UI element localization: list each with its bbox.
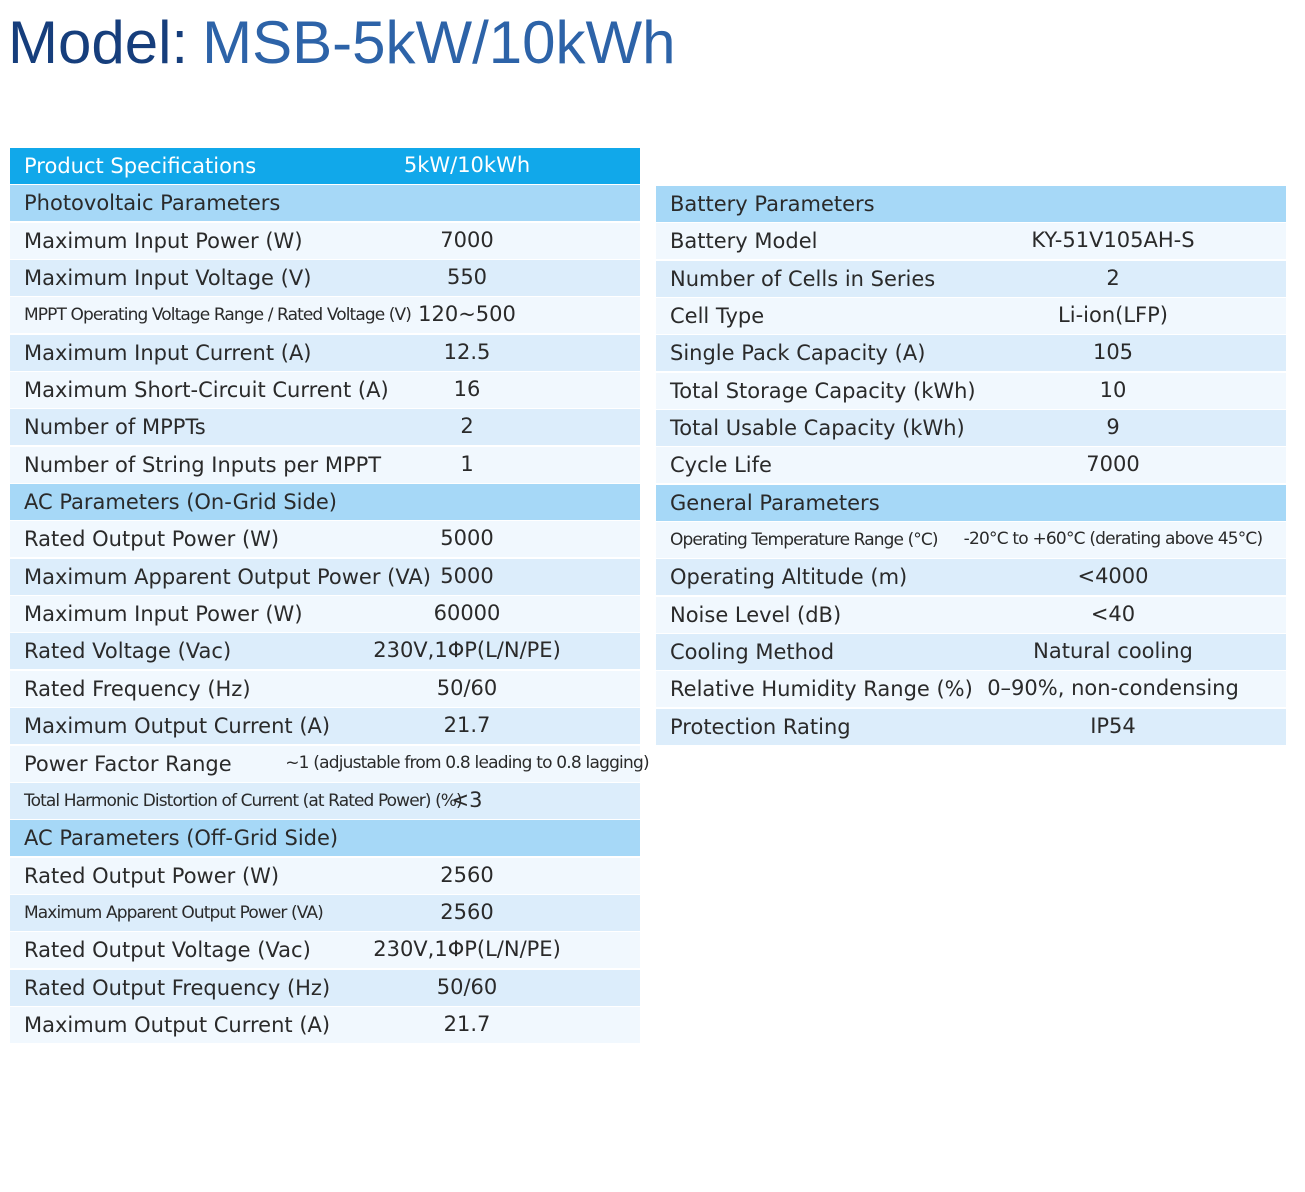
table-row	[10, 297, 640, 333]
section-title: AC Parameters (On-Grid Side)	[24, 490, 337, 515]
table-row	[10, 335, 640, 371]
row-label: Total Harmonic Distortion of Current (at Rated Power) (%)	[24, 790, 462, 811]
row-label: Maximum Short-Circuit Current (A)	[24, 378, 389, 403]
row-label: Maximum Input Power (W)	[24, 228, 303, 253]
table-row	[656, 373, 1286, 409]
row-value: 5000	[440, 526, 494, 551]
table-row	[10, 372, 640, 408]
row-value: 230V,1ΦP(L/N/PE)	[373, 638, 561, 663]
row-value: Li-ion(LFP)	[1058, 303, 1168, 328]
table-row	[656, 447, 1286, 483]
table-row	[10, 521, 640, 557]
row-label: Maximum Output Current (A)	[24, 1012, 331, 1037]
row-value: 60000	[433, 601, 501, 626]
row-label: Maximum Input Power (W)	[24, 602, 303, 627]
page-title	[8, 4, 676, 82]
table-row	[656, 597, 1286, 633]
section-ac-off-grid	[10, 820, 640, 856]
row-value: 21.7	[443, 1011, 491, 1036]
table-row	[656, 261, 1286, 297]
table-row	[10, 260, 640, 296]
table-row	[10, 746, 649, 782]
row-label: Maximum Apparent Output Power (VA)	[24, 902, 323, 923]
row-value: 550	[446, 265, 488, 290]
section-general	[656, 485, 1286, 521]
table-row	[10, 633, 640, 669]
table-header	[10, 148, 640, 184]
row-value: 12.5	[443, 339, 491, 364]
table-row	[10, 783, 640, 819]
row-value: 1	[460, 451, 474, 476]
row-label: Number of Cells in Series	[670, 266, 936, 291]
row-value: 2	[1106, 265, 1120, 290]
table-row	[656, 410, 1286, 446]
row-label: Cooling Method	[670, 640, 835, 665]
row-label: Single Pack Capacity (A)	[670, 341, 926, 366]
header-label: Product Specifications	[24, 154, 257, 178]
table-row	[10, 1007, 640, 1043]
table-row	[656, 298, 1286, 334]
row-value: 7000	[1086, 452, 1140, 477]
section-photovoltaic	[10, 185, 640, 221]
table-row	[656, 634, 1286, 670]
section-title: Battery Parameters	[670, 192, 875, 216]
table-row	[10, 223, 640, 259]
row-label: Power Factor Range	[24, 751, 232, 776]
row-label: Cycle Life	[670, 453, 772, 478]
row-label: Maximum Input Current (A)	[24, 340, 312, 365]
row-label: Rated Voltage (Vac)	[24, 639, 232, 664]
section-title: Photovoltaic Parameters	[24, 191, 281, 216]
table-row	[656, 335, 1286, 371]
row-value: 2560	[440, 862, 494, 887]
row-label: Noise Level (dB)	[670, 602, 842, 627]
table-row	[10, 409, 640, 445]
row-value: 9	[1106, 415, 1120, 440]
row-value: 50/60	[436, 974, 498, 999]
row-value: 7000	[440, 227, 494, 252]
section-title: AC Parameters (Off-Grid Side)	[24, 826, 339, 851]
row-label: Rated Frequency (Hz)	[24, 676, 251, 701]
right-spec-table	[656, 186, 1286, 746]
row-label: Number of MPPTs	[24, 415, 206, 440]
table-row	[656, 223, 1286, 259]
table-row	[656, 671, 1286, 707]
model-name: MSB-5kW/10kWh	[202, 9, 676, 76]
table-row	[10, 671, 640, 707]
table-row	[656, 709, 1286, 745]
header-value: 5kW/10kWh	[403, 153, 531, 177]
row-value: 2	[460, 414, 474, 439]
table-row	[10, 596, 640, 632]
row-value: <3	[451, 787, 483, 812]
row-label: Protection Rating	[670, 714, 851, 739]
row-value: KY-51V105AH-S	[1031, 228, 1195, 253]
table-row	[656, 559, 1286, 595]
table-row	[10, 708, 640, 744]
row-label: Number of String Inputs per MPPT	[24, 452, 382, 477]
title-prefix: Model:	[8, 9, 189, 76]
row-label: Maximum Apparent Output Power (VA)	[24, 564, 431, 589]
table-row	[10, 970, 640, 1006]
row-value: Natural cooling	[1033, 639, 1193, 664]
row-label: MPPT Operating Voltage Range / Rated Voltage (V)	[24, 305, 411, 326]
row-label: Operating Temperature Range (°C)	[670, 530, 938, 551]
row-value: 5000	[440, 563, 494, 588]
section-ac-on-grid	[10, 484, 640, 520]
table-row	[10, 447, 640, 483]
row-value: <4000	[1077, 564, 1149, 589]
row-value: 16	[453, 377, 481, 402]
table-row	[10, 932, 640, 968]
row-label: Total Usable Capacity (kWh)	[670, 416, 965, 441]
row-value: 120~500	[418, 302, 516, 327]
section-battery	[656, 186, 1286, 222]
row-value: 50/60	[436, 675, 498, 700]
left-spec-table	[10, 148, 649, 1044]
row-value: IP54	[1090, 713, 1136, 738]
row-label: Rated Output Frequency (Hz)	[24, 975, 331, 1000]
row-label: Relative Humidity Range (%)	[670, 677, 973, 702]
row-label: Battery Model	[670, 229, 818, 254]
table-row	[10, 895, 640, 931]
row-value: 105	[1092, 340, 1134, 365]
row-value: 2560	[440, 899, 494, 924]
section-title: General Parameters	[670, 490, 880, 515]
row-value: -20°C to +60°C (derating above 45°C)	[963, 529, 1263, 550]
row-value: ~1 (adjustable from 0.8 leading to 0.8 lagging)	[285, 752, 649, 773]
row-label: Total Storage Capacity (kWh)	[670, 378, 976, 403]
row-label: Operating Altitude (m)	[670, 565, 908, 590]
row-value: 21.7	[443, 713, 491, 738]
row-value: 0–90%, non-condensing	[987, 676, 1239, 701]
row-label: Rated Output Power (W)	[24, 863, 280, 888]
row-label: Maximum Output Current (A)	[24, 714, 331, 739]
row-value: <40	[1090, 601, 1136, 626]
row-label: Cell Type	[670, 304, 765, 329]
table-row	[656, 522, 1286, 558]
row-label: Rated Output Power (W)	[24, 527, 280, 552]
row-value: 10	[1099, 377, 1127, 402]
row-label: Rated Output Voltage (Vac)	[24, 938, 311, 963]
row-label: Maximum Input Voltage (V)	[24, 266, 312, 291]
table-row	[10, 858, 640, 894]
table-row	[10, 559, 640, 595]
row-value: 230V,1ΦP(L/N/PE)	[373, 937, 561, 962]
